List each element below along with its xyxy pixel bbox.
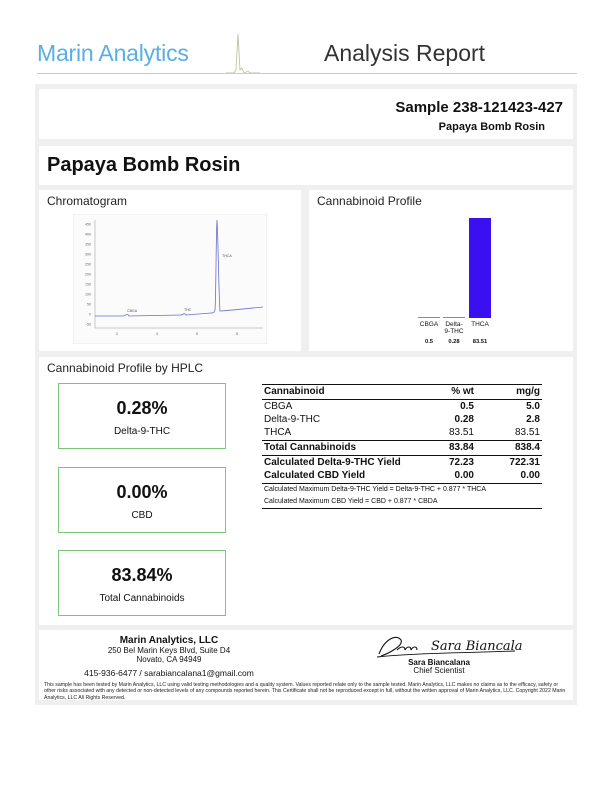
row-mg: 5.0 [526, 401, 540, 412]
chromatogram-y-tick: 400 [85, 232, 91, 237]
bar-value-label: 0.5 [424, 339, 434, 345]
total-name: Total Cannabinoids [264, 442, 357, 453]
chromatogram-peak-logo [226, 30, 260, 74]
yield-row [262, 470, 542, 483]
yield-pct: 72.23 [448, 457, 474, 468]
table-header-row [262, 386, 542, 399]
yield-mg: 722.31 [509, 457, 540, 468]
bar-thca [469, 218, 491, 318]
product-name-panel [39, 146, 573, 185]
chromatogram-peak-label: THC [184, 308, 192, 312]
row-pct: 83.51 [448, 427, 474, 438]
chromatogram-x-tick: 4 [156, 332, 158, 336]
chromatogram-peak-label: CBGA [127, 309, 138, 313]
chromatogram-y-tick: 250 [85, 262, 91, 267]
table-row [262, 401, 542, 414]
bar-value-label: 0.28 [448, 339, 460, 345]
cannabinoid-bar-chart [309, 190, 573, 351]
company-address-line2: Novato, CA 94949 [136, 655, 202, 664]
bar-delta-9-thc [443, 317, 465, 318]
brand-name: Marin Analytics [37, 40, 189, 66]
report-body [35, 84, 577, 705]
row-pct: 0.28 [454, 414, 474, 425]
product-name: Papaya Bomb Rosin [47, 154, 241, 176]
row-mg: 2.8 [526, 414, 540, 425]
chromatogram-x-tick: 6 [196, 332, 198, 336]
signer-name: Sara Biancalana [408, 658, 470, 667]
header-pct: % wt [451, 386, 474, 397]
yield-formula-note: Calculated Maximum Delta-9-THC Yield = Delta-9-THC + 0.877 * THCA [264, 486, 487, 493]
chromatogram-y-tick: 350 [85, 242, 91, 247]
hplc-label: Cannabinoid Profile by HPLC [47, 361, 204, 375]
chromatogram-y-tick: 200 [85, 272, 91, 277]
chromatogram-x-tick: 8 [236, 332, 238, 336]
yield-name: Calculated CBD Yield [264, 470, 366, 481]
signer-title: Chief Scientist [413, 666, 465, 675]
bar-value-label: 83.51 [472, 339, 488, 345]
yield-pct: 0.00 [454, 470, 474, 481]
table-rule [262, 384, 542, 385]
disclaimer-text: This sample has been tested by Marin Analytics, LLC using valid testing methodologies and a quality system. Values reported relate only to the sample tested. Marin Analytics, LLC makes no claims as to the efficacy, safety or other risks associated with any detected or non-detected levels of any compounds reported herein. This Certificate shall not be reproduced except in full, without the written approval of Marin Analytics, LLC. Copyright 2022 Marin Analytics, LLC All Rights Reserved. [44, 682, 566, 701]
company-address-line1: 250 Bel Marin Keys Blvd, Suite D4 [107, 646, 231, 655]
chromatogram-y-tick: 100 [85, 292, 91, 297]
stat-value: 83.84% [111, 565, 173, 585]
stat-box-total [58, 550, 226, 616]
sample-panel [39, 89, 573, 139]
stat-label: Total Cannabinoids [99, 593, 185, 604]
row-name: CBGA [264, 401, 293, 412]
bar-category-label: CBGA [419, 321, 439, 328]
chromatogram-panel [39, 190, 301, 351]
company-name: Marin Analytics, LLC [119, 635, 219, 646]
total-mg: 838.4 [514, 442, 540, 453]
stat-value: 0.00% [116, 482, 168, 502]
yield-name: Calculated Delta-9-THC Yield [264, 457, 401, 468]
header-mg: mg/g [516, 386, 540, 397]
chromatogram-y-tick: 450 [85, 222, 91, 227]
header-divider [37, 73, 577, 74]
chromatogram-frame [73, 214, 267, 344]
cannabinoid-table [262, 384, 542, 509]
row-name: THCA [264, 427, 292, 438]
chromatogram-y-tick: 50 [87, 302, 91, 307]
table-rule [262, 508, 542, 509]
stat-box-delta9 [58, 383, 226, 449]
chromatogram-peak-label: THCA [222, 254, 232, 258]
chromatogram-y-tick: 0 [89, 312, 91, 317]
table-row [262, 414, 542, 427]
signature-text: Sara Biancala [431, 639, 523, 654]
profile-panel [309, 190, 573, 351]
chromatogram-y-tick: 150 [85, 282, 91, 287]
table-row [262, 427, 542, 440]
report-header [0, 0, 612, 80]
yield-row [262, 457, 542, 470]
signature-image [375, 632, 525, 660]
sample-product: Papaya Bomb Rosin [438, 121, 545, 133]
footer-panel [39, 630, 573, 700]
profile-label: Cannabinoid Profile [317, 194, 422, 208]
chromatogram-label: Chromatogram [47, 194, 128, 208]
row-mg: 83.51 [514, 427, 540, 438]
bar-category-label: Delta- [445, 321, 463, 328]
report-title: Analysis Report [324, 40, 486, 66]
stat-value: 0.28% [116, 398, 168, 418]
chromatogram-x-tick: 2 [116, 332, 118, 336]
bar-category-label: 9-THC [444, 328, 464, 335]
yield-mg: 0.00 [520, 470, 540, 481]
table-rule [262, 440, 542, 441]
chromatogram-plot [73, 214, 267, 344]
header-cannabinoid: Cannabinoid [264, 386, 325, 397]
company-contact: 415-936-6477 / sarabiancalana1@gmail.com [84, 668, 254, 678]
table-rule [262, 455, 542, 456]
total-pct: 83.84 [448, 442, 474, 453]
stat-label: Delta-9-THC [113, 426, 171, 437]
hplc-panel [39, 357, 573, 625]
total-row [262, 442, 542, 455]
stat-label: CBD [131, 510, 153, 521]
row-name: Delta-9-THC [264, 414, 321, 425]
chromatogram-y-tick: -50 [85, 322, 91, 327]
stat-box-cbd [58, 467, 226, 533]
row-pct: 0.5 [460, 401, 474, 412]
yield-formula-note: Calculated Maximum CBD Yield = CBD + 0.877 * CBDA [264, 498, 438, 505]
chromatogram-y-tick: 300 [85, 252, 91, 257]
bar-category-label: THCA [471, 321, 489, 328]
table-rule [262, 399, 542, 400]
bar-cbga [418, 317, 440, 318]
sample-id: Sample 238-121423-427 [395, 99, 563, 116]
